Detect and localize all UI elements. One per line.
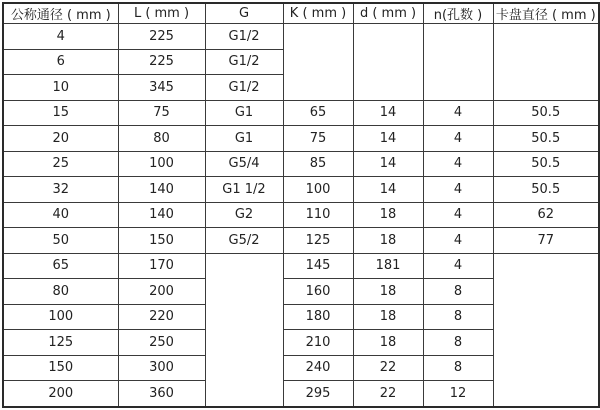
cell-chuck-diameter: 50.5 [493,126,599,152]
cell-g: G1 [205,100,283,126]
cell-l: 225 [118,24,205,50]
cell-d: 14 [353,126,423,152]
cell-g: G5/4 [205,151,283,177]
merged-empty-cell-chuck [493,24,599,101]
cell-l: 225 [118,49,205,75]
cell-g: G2 [205,202,283,228]
col-header-g: G [205,3,283,24]
cell-g: G5/2 [205,228,283,254]
cell-l: 220 [118,304,205,330]
cell-nominal-diameter: 65 [3,253,118,279]
cell-nominal-diameter: 150 [3,355,118,381]
cell-g: G1/2 [205,24,283,50]
table-row [3,100,599,126]
cell-nominal-diameter: 200 [3,381,118,408]
cell-k: 75 [283,126,353,152]
cell-nominal-diameter: 80 [3,279,118,305]
cell-holes: 8 [423,355,493,381]
cell-nominal-diameter: 32 [3,177,118,203]
cell-k: 180 [283,304,353,330]
cell-chuck-diameter: 50.5 [493,100,599,126]
cell-holes: 8 [423,304,493,330]
table-row [3,177,599,203]
cell-holes: 4 [423,177,493,203]
col-header-holes: n(孔数 ) [423,3,493,24]
cell-l: 250 [118,330,205,356]
col-header-l: L ( mm ) [118,3,205,24]
cell-l: 300 [118,355,205,381]
cell-g: G1/2 [205,75,283,101]
cell-k: 125 [283,228,353,254]
cell-nominal-diameter: 40 [3,202,118,228]
cell-nominal-diameter: 10 [3,75,118,101]
cell-nominal-diameter: 25 [3,151,118,177]
cell-holes: 8 [423,330,493,356]
cell-d: 18 [353,304,423,330]
cell-nominal-diameter: 15 [3,100,118,126]
cell-d: 22 [353,381,423,408]
header-row [3,3,599,24]
col-header-chuck-diameter: 卡盘直径 ( mm ) [493,3,599,24]
cell-l: 200 [118,279,205,305]
cell-holes: 12 [423,381,493,408]
cell-k: 85 [283,151,353,177]
cell-l: 75 [118,100,205,126]
cell-nominal-diameter: 4 [3,24,118,50]
cell-nominal-diameter: 100 [3,304,118,330]
cell-holes: 4 [423,253,493,279]
table-row [3,228,599,254]
cell-chuck-diameter: 50.5 [493,177,599,203]
cell-k: 210 [283,330,353,356]
cell-g: G1 [205,126,283,152]
dimension-spec-table [2,2,600,408]
cell-holes: 4 [423,228,493,254]
cell-holes: 4 [423,151,493,177]
table-row [3,126,599,152]
cell-k: 240 [283,355,353,381]
cell-l: 170 [118,253,205,279]
cell-g: G1/2 [205,49,283,75]
cell-g: G1 1/2 [205,177,283,203]
cell-l: 360 [118,381,205,408]
cell-d: 14 [353,100,423,126]
cell-holes: 8 [423,279,493,305]
col-header-k: K ( mm ) [283,3,353,24]
table-row [3,202,599,228]
cell-l: 100 [118,151,205,177]
merged-empty-cell-holes [423,24,493,101]
cell-k: 160 [283,279,353,305]
cell-d: 18 [353,279,423,305]
cell-d: 181 [353,253,423,279]
cell-l: 150 [118,228,205,254]
cell-nominal-diameter: 125 [3,330,118,356]
cell-d: 14 [353,151,423,177]
cell-k: 145 [283,253,353,279]
cell-nominal-diameter: 50 [3,228,118,254]
cell-d: 18 [353,202,423,228]
merged-empty-cell-chuck [493,253,599,407]
merged-empty-cell-d [353,24,423,101]
cell-l: 140 [118,202,205,228]
table-row [3,24,599,50]
cell-chuck-diameter: 62 [493,202,599,228]
merged-empty-cell-k [283,24,353,101]
cell-holes: 4 [423,126,493,152]
cell-nominal-diameter: 20 [3,126,118,152]
cell-d: 14 [353,177,423,203]
cell-d: 22 [353,355,423,381]
cell-chuck-diameter: 50.5 [493,151,599,177]
col-header-d: d ( mm ) [353,3,423,24]
cell-l: 80 [118,126,205,152]
cell-k: 100 [283,177,353,203]
cell-k: 295 [283,381,353,408]
table-row [3,151,599,177]
cell-l: 140 [118,177,205,203]
cell-k: 110 [283,202,353,228]
cell-d: 18 [353,330,423,356]
table-row [3,253,599,279]
cell-l: 345 [118,75,205,101]
cell-d: 18 [353,228,423,254]
cell-nominal-diameter: 6 [3,49,118,75]
cell-holes: 4 [423,202,493,228]
cell-k: 65 [283,100,353,126]
cell-chuck-diameter: 77 [493,228,599,254]
col-header-nominal-diameter: 公称通径 ( mm ) [3,3,118,24]
merged-empty-cell-g [205,253,283,407]
cell-holes: 4 [423,100,493,126]
